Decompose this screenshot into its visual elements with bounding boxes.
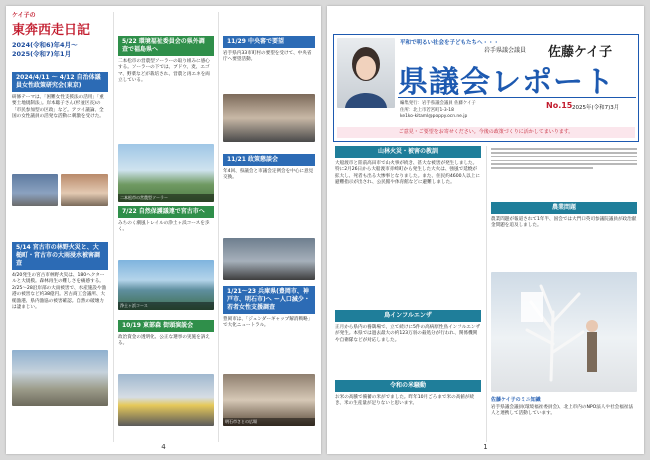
section-body: 農業問題が報道されて1年半、国会では大門口英司参議院議員が政治献金問題を追及しました。 <box>491 217 637 229</box>
diary-range-end: 2025(令和7)年1月 <box>12 50 72 58</box>
section-nature <box>118 206 214 251</box>
photo-caption: 浄土ヶ浜コース <box>118 302 214 310</box>
masthead-role: 岩手県議会議員 <box>484 47 527 54</box>
diary-title: 東奔西走日記 <box>12 23 91 38</box>
photo-seminar <box>61 174 108 206</box>
section-body: 政治資金の透明化、公正な選挙の実施を訴える。 <box>118 335 210 347</box>
section-wildfire <box>335 146 481 311</box>
section-heading: 令和の米騒動 <box>335 380 481 392</box>
section-heading: 農業問題 <box>491 202 637 214</box>
section-body: お米の高騰で備蓄の米がでました。昨年10月ごろまで米の高値が続き、米の生産量が足りないと思います。 <box>335 395 475 407</box>
section-heading: 5/14 宮古市の林野火災と、大槌町・宮古市の大雨浸水被害調査 <box>12 242 108 270</box>
section-body: みちのく潮風トレイルの浄土ヶ浜コースを歩く。 <box>118 221 210 233</box>
section-heading: 2024/4/11 〜 4/12 自治体議員女性政策研究会(東京) <box>12 72 108 92</box>
masthead-slogan: 平和で明るい社会を子どもたちへ・・・ <box>400 40 500 46</box>
section-tokyo <box>12 72 108 145</box>
photo-conference-room <box>12 174 58 206</box>
section-body: 二本松市の営農型ソーラーの取り組みに感心する。ソーラーの下では、ブドウ、麦、エゴマ、野菜などが栽培され、営農と再エネを両立している。 <box>118 59 210 84</box>
portrait-photo <box>337 38 395 108</box>
photo-policy-meeting <box>223 238 315 280</box>
statue-icon <box>491 272 637 392</box>
section-rice <box>335 380 481 445</box>
section-policy <box>223 154 315 231</box>
masthead-name: 佐藤ケイ子 <box>548 45 613 60</box>
section-miyako <box>12 242 108 343</box>
section-heading: 山林火災・被害の教訓 <box>335 146 481 158</box>
issue-number: No.15 <box>546 101 573 110</box>
section-body: 年4回、県議会と市議会定例会を中心に意見交換。 <box>223 169 314 181</box>
issue-date: 2025年(令和7)3月 <box>572 105 620 111</box>
diary-kicker: ケイ子の <box>12 12 36 19</box>
portrait-icon <box>337 38 395 108</box>
photo-hyogo-visit <box>223 374 315 426</box>
page-number: 4 <box>161 443 166 451</box>
section-heading: 7/22 自然保護議連で宮古市へ <box>118 206 214 218</box>
page-1 <box>327 6 644 454</box>
masthead-publisher: 編集発行：岩手県議会議員 佐藤ケイ子 <box>400 101 476 106</box>
diary-header <box>12 10 108 72</box>
masthead-address: 住所：北上市若宮町1-3-18 <box>400 108 454 113</box>
diary-range-start: 2024(令和6)年4月〜 <box>12 41 78 49</box>
section-body: 豊岡市は、「ジェンダーギャップ解消戦略」で大化ニュートラル。 <box>223 317 313 329</box>
section-heading: 10/19 東部森 街頭演説会 <box>118 320 214 332</box>
section-agriculture <box>491 202 637 273</box>
masthead-notice: ご意見・ご要望をお寄せください。今後の政策づくりに活かしてまいります。 <box>337 127 635 138</box>
masthead <box>333 34 639 142</box>
photo-street-speech <box>118 374 214 426</box>
section-heading: 11/29 中央審で要望 <box>223 36 315 48</box>
page-number: 1 <box>483 443 488 451</box>
section-wildfire-continued <box>491 146 637 198</box>
section-body: 正月から県内の養鶏場で、立て続けに5件の高病原性鳥インフルエンザが発生。本県では過去最大の約123万羽の殺処分が行われ、関係機関や自衛隊などが対応しました。 <box>335 325 481 343</box>
page-4 <box>6 6 321 454</box>
photo-note: 岩手県議会議員(環境福祉委員会)、北上市内のNPO法人や社会福祉法人と連携して活動しています。 <box>491 405 634 417</box>
section-heading: 5/22 環境福祉委員会の県外調査で福島県へ <box>118 36 214 56</box>
section-avian-flu <box>335 310 481 375</box>
photo-info-box <box>491 396 637 433</box>
photo-flood-site <box>12 350 108 406</box>
photo-ministry-meeting <box>223 94 315 142</box>
photo-caption: 明石市さとの広場 <box>223 418 315 426</box>
section-ministry <box>223 36 315 89</box>
section-body: 岩手県内33市町村の要望を受けて、中央省庁へ要望活動。 <box>223 51 312 63</box>
section-heading: 11/21 政策懇談会 <box>223 154 315 166</box>
section-fukushima <box>118 36 214 109</box>
masthead-email: ke1ko-kitaml@poppy.ocn.ne.jp <box>400 114 468 119</box>
photo-caption: 二本松市の営農型ソーラー <box>118 194 214 202</box>
photo-statue <box>491 272 637 392</box>
photo-solar-farm <box>118 144 214 202</box>
section-heading: 1/21〜23 兵庫県(豊岡市、神戸市、明石市)へ ー人口減少・若者女性支援調査 <box>223 286 315 314</box>
section-street-speech <box>118 320 214 365</box>
photo-caption: 佐藤ケイ子のミニ知識 <box>491 397 541 403</box>
section-heading: 鳥インフルエンザ <box>335 310 481 322</box>
section-hyogo <box>223 286 315 379</box>
section-body: 4/20発生の宮古市林野火災は、180ヘクタールと大規模。森林再生の難しさを痛感する。2/25〜28沿岸部の大雨被害で、水産施設や漁港の被害など約38億円。宮古商工会議所、大槌漁港、県内漁協の被害確認。自然の破壊力は凄まじい。 <box>12 273 107 311</box>
masthead-title: 県議会レポート <box>398 65 615 100</box>
section-body: 研修テーマは、「困難女性支援法の活用」「重要土地規制法」。岸本聡子さん(杉並区長)の「市民参加型の区政」など。アツイ議論、全国の女性議員の活発な活動に刺激を受けた。 <box>12 95 104 120</box>
photo-coastline <box>118 260 214 310</box>
section-body: 大船渡市と陸前高田市で山火事が続き、甚大な被害が発生しました。特に2月26日から大船渡市赤崎町から発生した大火は、強風で延焼が拡大し、死者も出る大惨事となりました。また、住民約4600人以上に避難指示が出され、公民館や体育館などに避難しました。 <box>335 161 480 186</box>
